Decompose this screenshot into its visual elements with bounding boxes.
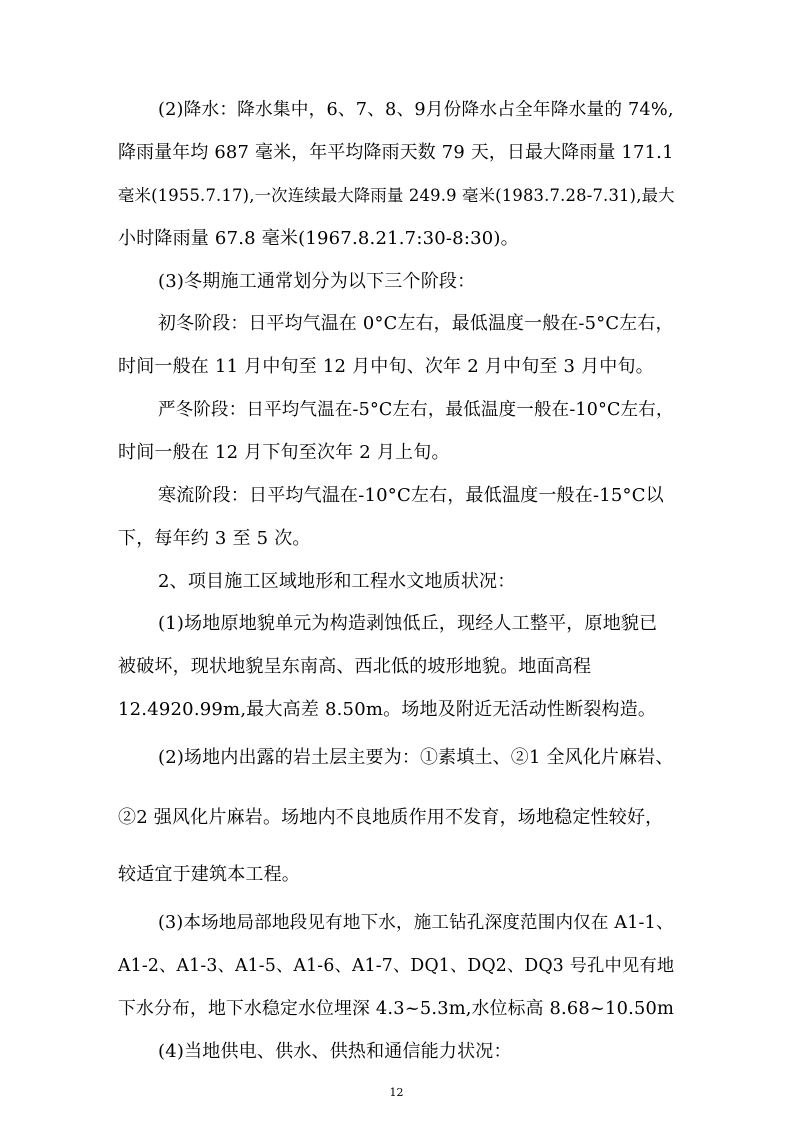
text-line: 毫米(1955.7.17),一次连续最大降雨量 249.9 毫米(1983.7.28-7.31),最大 (118, 186, 675, 205)
text-line: 初冬阶段：日平均气温在 0°C左右，最低温度一般在-5°C左右， (158, 313, 674, 334)
text-line: 下，每年约 3 至 5 次。 (118, 528, 311, 549)
text-line: 降雨量年均 687 毫米，年平均降雨天数 79 天，日最大降雨量 171.1 (118, 142, 674, 163)
text-line: (2)场地内出露的岩土层主要为：①素填土、②1 全风化片麻岩、 (158, 747, 674, 768)
text-line: (4)当地供电、供水、供热和通信能力状况： (158, 1041, 512, 1062)
text-line: (3)冬期施工通常划分为以下三个阶段： (158, 271, 476, 292)
text-line: 小时降雨量 67.8 毫米(1967.8.21.7:30-8:30)。 (118, 228, 519, 249)
text-line: 时间一般在 12 月下旬至次年 2 月上旬。 (118, 442, 450, 463)
text-line: 下水分布，地下水稳定水位埋深 4.3~5.3m,水位标高 8.68~10.50m (118, 998, 675, 1019)
text-line: (1)场地原地貌单元为构造剥蚀低丘，现经人工整平，原地貌已 (158, 613, 658, 634)
text-line: 较适宜于建筑本工程。 (118, 864, 300, 885)
page-number: 12 (389, 1086, 404, 1099)
text-line: A1-2、A1-3、A1-5、A1-6、A1-7、DQ1、DQ2、DQ3 号孔中见有地 (118, 956, 675, 976)
text-line: 12.4920.99m,最大高差 8.50m。场地及附近无活动性断裂构造。 (118, 699, 657, 720)
text-line: ②2 强风化片麻岩。场地内不良地质作用不发育，场地稳定性较好， (118, 807, 664, 828)
text-line: 时间一般在 11 月中旬至 12 月中旬、次年 2 月中旬至 3 月中旬。 (118, 356, 654, 377)
text-line: 寒流阶段：日平均气温在-10°C左右，最低温度一般在-15°C以 (158, 485, 664, 506)
text-line: (2)降水：降水集中，6、7、8、9月份降水占全年降水量的 74%, (158, 100, 674, 120)
text-line: (3)本场地局部地段见有地下水，施工钻孔深度范围内仅在 A1-1、 (158, 913, 674, 933)
text-line: 严冬阶段：日平均气温在-5°C左右，最低温度一般在-10°C左右， (158, 400, 674, 420)
text-line: 被破坏，现状地貌呈东南高、西北低的坡形地貌。地面高程 (118, 656, 592, 677)
section-heading: 2、项目施工区域地形和工程水文地质状况： (158, 571, 516, 592)
